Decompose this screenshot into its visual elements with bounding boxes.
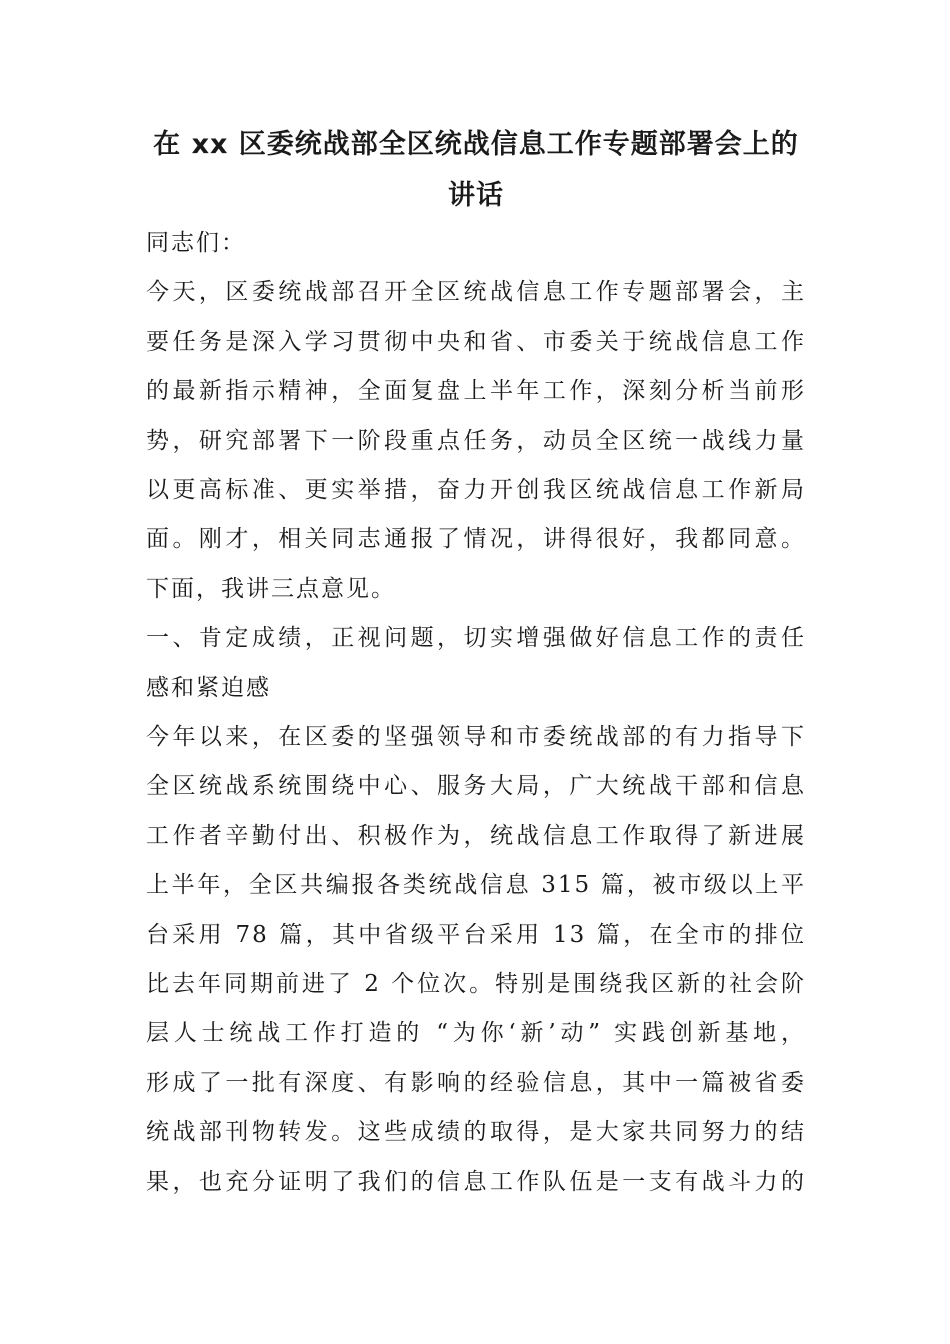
body-line: 下面，我讲三点意见。 [146,576,396,602]
body-line: 面。刚才，相关同志通报了情况，讲得很好，我都同意。 [146,526,806,552]
body-line: 同志们： [146,230,246,256]
body-line: 今天，区委统战部召开全区统战信息工作专题部署会，主 [146,279,806,305]
body-line: 统战部刊物转发。这些成绩的取得，是大家共同努力的结 [146,1119,806,1145]
body-line: 层人士统战工作打造的 “为你‘新’动” 实践创新基地， [146,1020,806,1046]
body-line: 工作者辛勤付出、积极作为，统战信息工作取得了新进展 [146,823,806,849]
body-line: 今年以来，在区委的坚强领导和市委统战部的有力指导下 [146,724,806,750]
body-line: 感和紧迫感 [146,675,271,701]
body-line: 一、肯定成绩，正视问题，切实增强做好信息工作的责任 [146,625,806,651]
body-line: 形成了一批有深度、有影响的经验信息，其中一篇被省委 [146,1070,806,1096]
document-title-line-1: 在 xx 区委统战部全区统战信息工作专题部署会上的 [153,129,799,160]
body-line: 果，也充分证明了我们的信息工作队伍是一支有战斗力的 [146,1169,806,1195]
body-line: 上半年，全区共编报各类统战信息 315 篇，被市级以上平 [146,872,806,898]
body-line: 比去年同期前进了 2 个位次。特别是围绕我区新的社会阶 [146,971,806,997]
body-line: 的最新指示精神，全面复盘上半年工作，深刻分析当前形 [146,378,806,404]
document-title-line-2: 讲话 [448,180,504,211]
body-line: 台采用 78 篇，其中省级平台采用 13 篇，在全市的排位 [146,922,806,948]
body-line: 以更高标准、更实举措，奋力开创我区统战信息工作新局 [146,477,806,503]
body-line: 全区统战系统围绕中心、服务大局，广大统战干部和信息 [146,773,806,799]
body-line: 要任务是深入学习贯彻中央和省、市委关于统战信息工作 [146,329,806,355]
body-line: 势，研究部署下一阶段重点任务，动员全区统一战线力量 [146,428,806,454]
